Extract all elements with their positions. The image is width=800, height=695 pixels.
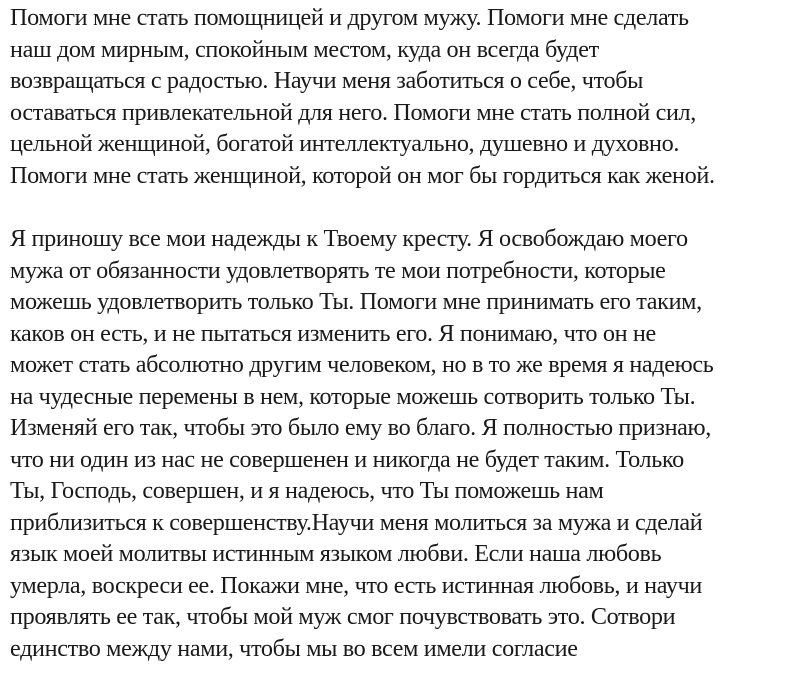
text-line: Ты, Господь, совершен, и я надеюсь, что Ты поможешь нам [10, 477, 604, 504]
text-line: оставаться привлекательной для него. Помоги мне стать полной сил, [10, 98, 696, 126]
text-line: можешь удовлетворить только Ты. Помоги мне принимать его таким, [10, 288, 702, 315]
text-line: единство между нами, чтобы мы во всем имели согласие [10, 634, 578, 662]
text-line: мужа от обязанности удовлетворять те мои потребности, которые [10, 256, 666, 284]
text-line: умерла, воскреси ее. Покажи мне, что есть истинная любовь, и научи [10, 571, 703, 599]
text-line: каков он есть, и не пытаться изменить его. Я понимаю, что он не [10, 319, 656, 347]
paragraph-1 [10, 2, 715, 191]
text-line: цельной женщиной, богатой интеллектуально, душевно и духовно. [10, 130, 680, 157]
text-line: Помоги мне стать помощницей и другом мужу. Помоги мне сделать [10, 4, 689, 31]
text-line: Я приношу все мои надежды к Твоему кресту. Я освобождаю моего [10, 225, 688, 252]
text-line: возвращаться с радостью. Научи меня заботиться о себе, чтобы [10, 67, 644, 94]
text-line: что ни один из нас не совершенен и никогда не будет таким. Только [10, 445, 684, 473]
text-line: на чудесные перемены в нем, которые можешь сотворить только Ты. [10, 382, 696, 410]
text-line: может стать абсолютно другим человеком, но в то же время я надеюсь [10, 351, 714, 378]
paragraph-2 [10, 223, 713, 664]
text-line: Изменяй его так, чтобы это было ему во благо. Я полностью признаю, [10, 414, 711, 441]
text-line: язык моей молитвы истинным языком любви. Если наша любовь [10, 540, 662, 567]
text-line: наш дом мирным, спокойным местом, куда он всегда будет [10, 35, 599, 63]
text-line: приблизиться к совершенству.Научи меня молиться за мужа и сделай [10, 508, 703, 536]
text-line: Помоги мне стать женщиной, которой он мог бы гордиться как женой. [10, 161, 715, 189]
text-line: проявлять ее так, чтобы мой муж смог почувствовать это. Сотвори [10, 603, 676, 630]
